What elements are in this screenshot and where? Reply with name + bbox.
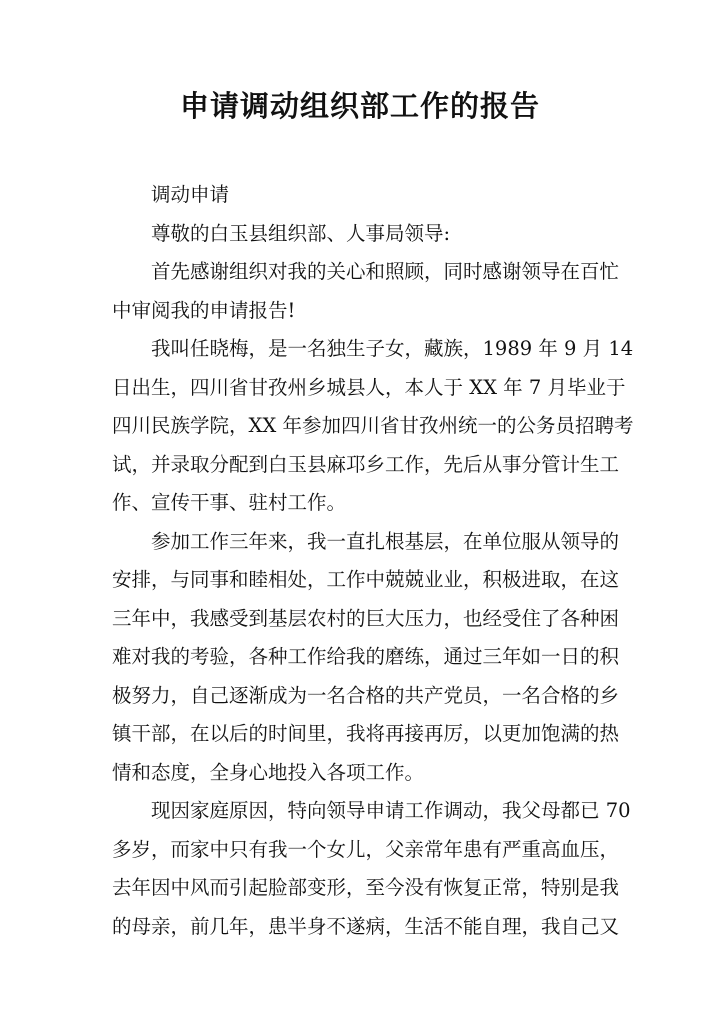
paragraph-line: 四川民族学院，XX 年参加四川省甘孜州统一的公务员招聘考 [112,414,634,437]
paragraph-line: 参加工作三年来，我一直扎根基层，在单位服从领导的 [151,529,620,553]
paragraph-line: 现因家庭原因，特向领导申请工作调动，我父母都已 70 [151,799,631,822]
document-title: 申请调动组织部工作的报告 [179,89,540,123]
paragraph-line: 日出生，四川省甘孜州乡城县人，本人于 XX 年 7 月毕业于 [112,375,626,399]
paragraph-line: 作、宣传干事、驻村工作。 [112,491,347,514]
paragraph-line: 中审阅我的申请报告! [112,298,296,322]
document-body [112,176,634,946]
paragraph-line: 情和态度，全身心地投入各项工作。 [112,760,425,784]
paragraph-line: 镇干部，在以后的时间里，我将再接再厉，以更加饱满的热 [112,722,620,745]
paragraph-line: 的母亲，前几年，患半身不遂病，生活不能自理，我自己又 [112,914,620,938]
paragraph-line: 安排，与同事和睦相处，工作中兢兢业业，积极进取，在这 [112,568,620,591]
paragraph-line: 极努力，自己逐渐成为一名合格的共产党员，一名合格的乡 [112,683,620,707]
subject-line: 调动申请 [151,183,230,206]
paragraph-line: 首先感谢组织对我的关心和照顾，同时感谢领导在百忙 [151,260,620,283]
paragraph-line: 我叫任晓梅，是一名独生子女，藏族，1989 年 9 月 14 [151,337,634,360]
paragraph-line: 去年因中风而引起脸部变形，至今没有恢复正常，特别是我 [112,876,620,899]
paragraph-line: 难对我的考验，各种工作给我的磨练，通过三年如一日的积 [112,645,620,668]
salutation-line: 尊敬的白玉县组织部、人事局领导: [151,221,451,245]
paragraph-line: 三年中，我感受到基层农村的巨大压力，也经受住了各种困 [112,606,620,630]
paragraph-line: 试，并录取分配到白玉县麻邛乡工作，先后从事分管计生工 [112,452,620,476]
paragraph-line: 多岁，而家中只有我一个女儿，父亲常年患有严重高血压， [112,837,620,861]
